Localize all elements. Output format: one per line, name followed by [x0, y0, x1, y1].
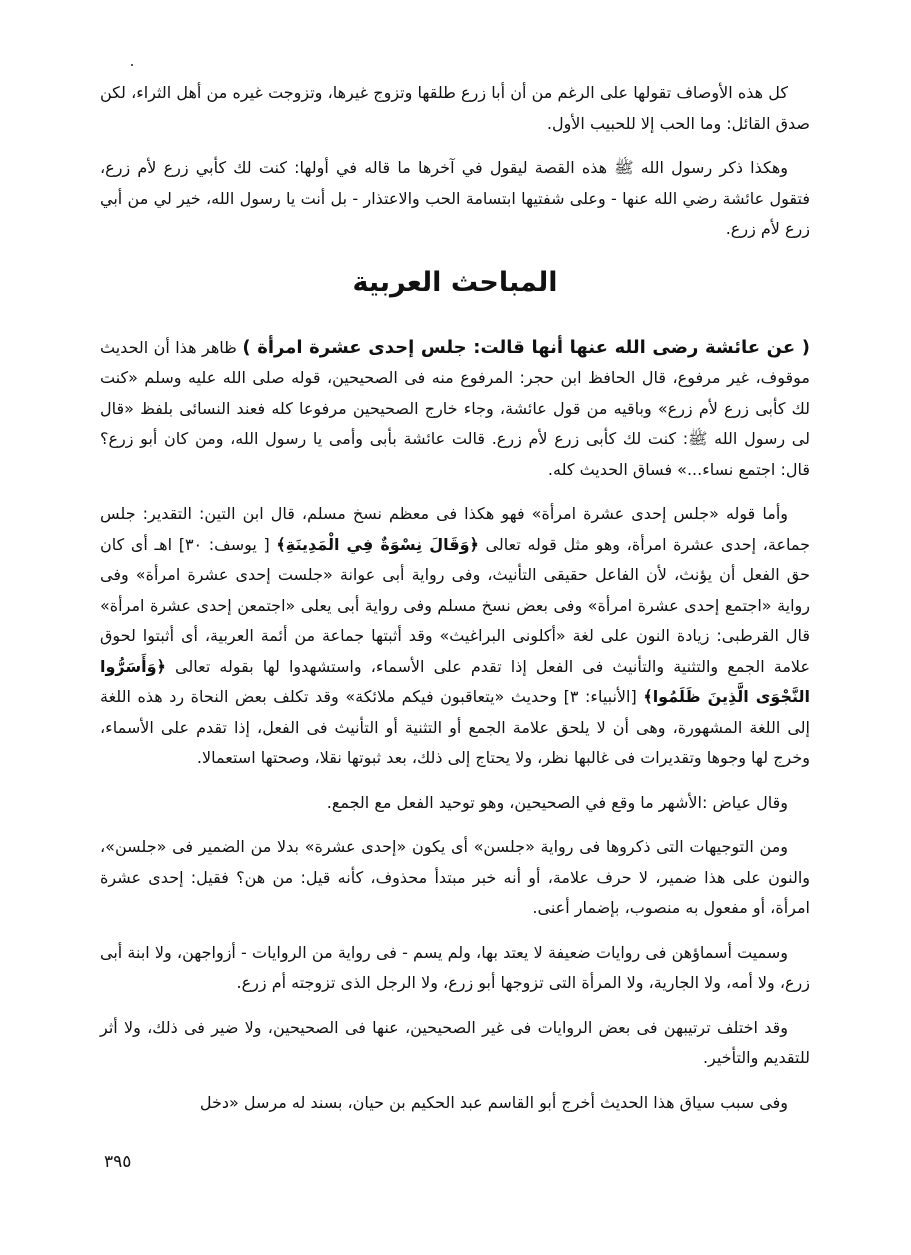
section-title: المباحث العربية: [352, 266, 558, 298]
page-number: ٣٩٥: [104, 1152, 132, 1172]
quran-verse-anbiya: ﴿وَأَسَرُّوا النَّجْوَى الَّذِينَ ظَلَمُوا﴾: [100, 656, 811, 706]
scan-artifact: [131, 64, 133, 66]
paragraph-reason: وفى سبب سياق هذا الحديث أخرج أبو القاسم عبد الحكيم بن حيان، بسند له مرسل «دخل: [199, 1092, 788, 1112]
paragraph-1: كل هذه الأوصاف تقولها على الرغم من أن أبا زرع طلقها وتزوج غيرها، وتزوجت غيره من أهل الثراء، لكن صدق القائل: وما الحب إلا للحبيب الأول.: [100, 83, 810, 133]
quran-verse-yusuf: ﴿وَقَالَ نِسْوَةٌ فِي الْمَدِينَةِ﴾: [276, 534, 479, 554]
paragraph-order: وقد اختلف ترتيبهن فى بعض الروايات فى غير الصحيحين، عنها فى الصحيحين، ولا ضير فى ذلك، ولا أثر للتقديم والتأخير.: [100, 1017, 810, 1067]
paragraph-grammar-part-2: [ يوسف: ٣٠] اهـ أى كان حق الفعل أن يؤنث، لأن الفاعل حقيقى التأنيث، وفى رواية أبى عوانة «جلست إحدى عشرة امرأة» وفى رواية «اجتمع إحدى عشرة امرأة» وفى بعض نسخ مسلم وفى رواية أبى يعلى «اجتمعن إحدى عشرة امرأة» قال القرطبى: زيادة النون على لغة «أكلونى البراغيث» وقد أثبتها جماعة من أئمة العربية، أى أثبتوا لحوق علامة الجمع والتثنية والتأنيث فى الفعل إذا تقدم على الأسماء، واستشهدوا لها بقوله تعالى: [100, 534, 810, 676]
lead-paragraph: [100, 333, 810, 486]
hadith-lead-quote: ( عن عائشة رضى الله عنها أنها قالت: جلس إحدى عشرة امرأة ): [242, 336, 811, 358]
paragraph-grammar-part-1: وأما قوله «جلس إحدى عشرة امرأة» فهو هكذا فى معظم نسخ مسلم، قال ابن التين: التقدير: جلس جماعة، إحدى عشرة امرأة، وهو مثل قوله تعالى: [100, 504, 811, 554]
paragraph-names: وسميت أسماؤهن فى روايات ضعيفة لا يعتد بها، ولم يسم - فى رواية من الروايات - أزواجهن، ولا ابنة أبى زرع، ولا أمه، ولا الجارية، ولا المرأة التى تزوجها أبو زرع، ولا الرجل الذى تزوجته أم زرع.: [100, 942, 810, 992]
paragraph-tawjihat: ومن التوجيهات التى ذكروها فى رواية «جلسن» أى يكون «إحدى عشرة» بدلا من الضمير فى «جلسن»، والنون على هذا ضمير، لا حرف علامة، أو أنه خبر مبتدأ محذوف، كأنه قيل: من هن؟ فقيل: إحدى عشرة امرأة، أو مفعول به منصوب، بإضمار أعنى.: [100, 837, 810, 917]
paragraph-grammar: [100, 499, 810, 774]
paragraph-iyad: وقال عياض :الأشهر ما وقع في الصحيحين، وهو توحيد الفعل مع الجمع.: [326, 792, 788, 812]
paragraph-grammar-part-3: [الأنبياء: ٣] وحديث «يتعاقبون فيكم ملائكة» وقد تكلف بعض النحاة رد هذه اللغة إلى اللغة المشهورة، وهى أن لا يلحق علامة الجمع أو التثنية أو التأنيث فى الفعل، إذا تقدم على الأسماء، وخرج لها وجوها وتقديرات فى غالبها نظر، ولا يحتاج إلى ذلك، بعد ثبوتها نقلا، وصحتها استعمالا.: [100, 687, 810, 767]
paragraph-2: وهكذا ذكر رسول الله ﷺ هذه القصة ليقول في آخرها ما قاله في أولها: كنت لك كأبي زرع لأم زرع، فتقول عائشة رضي الله عنها - وعلى شفتيها ابتسامة الحب والاعتذار - بل أنت يا رسول الله، خير لي من أبي زرع لأم زرع.: [100, 158, 810, 238]
book-page-body: [100, 78, 810, 1132]
lead-paragraph-text: ظاهر هذا أن الحديث موقوف، غير مرفوع، قال الحافظ ابن حجر: المرفوع منه فى الصحيحين، قوله صلى الله عليه وسلم «كنت لك كأبى زرع لأم زرع» وباقيه من قول عائشة، وجاء خارج الصحيحين مرفوعا كله فعند النسائى بلفظ «قال لى رسول الله ﷺ: كنت لك كأبى زرع لأم زرع. قالت عائشة بأبى وأمى يا رسول الله، ومن كان أبو زرع؟ قال: اجتمع نساء...» فساق الحديث كله.: [100, 337, 810, 479]
